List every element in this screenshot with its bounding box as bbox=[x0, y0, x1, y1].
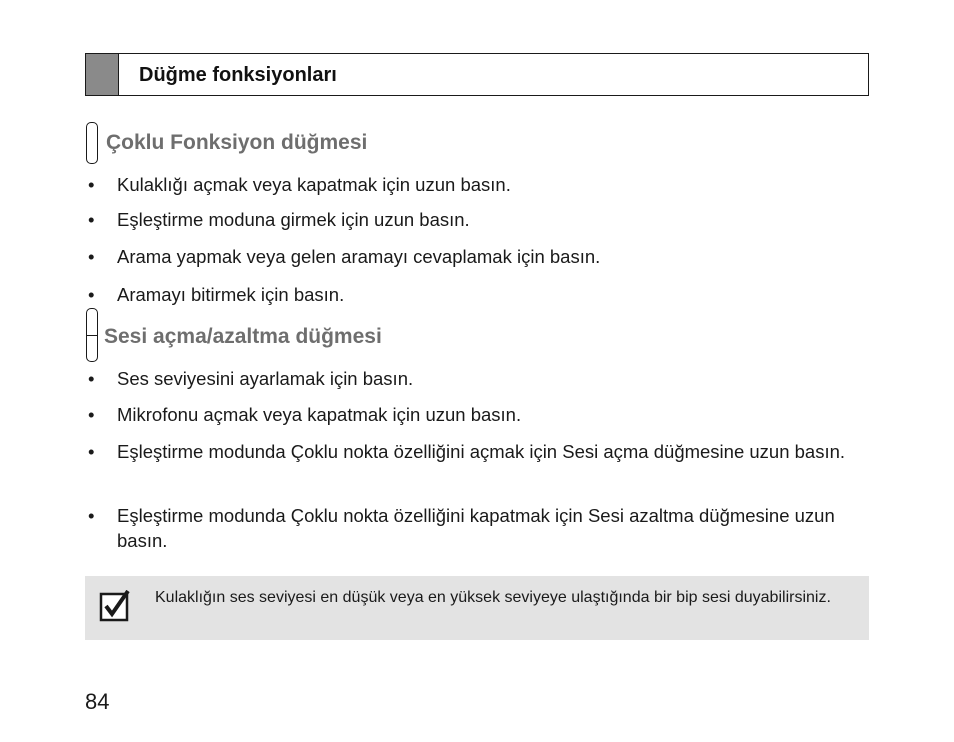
section-title-volume: Sesi açma/azaltma düğmesi bbox=[104, 325, 382, 348]
bullet: • bbox=[88, 368, 95, 389]
section-title-multifunction: Çoklu Fonksiyon düğmesi bbox=[106, 131, 368, 154]
bullet: • bbox=[88, 505, 95, 526]
page-number: 84 bbox=[85, 689, 110, 714]
volume-button-icon bbox=[86, 308, 98, 362]
bullet: • bbox=[88, 209, 95, 230]
bullet: • bbox=[88, 246, 95, 267]
bullet: • bbox=[88, 404, 95, 425]
header-tab bbox=[86, 54, 119, 95]
bullet: • bbox=[88, 441, 95, 462]
multifunction-button-icon bbox=[86, 122, 98, 164]
section-header bbox=[85, 53, 869, 96]
checkbox-icon bbox=[99, 590, 131, 622]
page-title: Düğme fonksiyonları bbox=[139, 64, 337, 86]
note-box bbox=[85, 576, 869, 640]
note-text: Kulaklığın ses seviyesi en düşük veya en yüksek seviyeye ulaştığında bir bip sesi duyabilirsiniz. bbox=[155, 589, 831, 606]
bullet: • bbox=[88, 174, 95, 195]
bullet: • bbox=[88, 284, 95, 305]
